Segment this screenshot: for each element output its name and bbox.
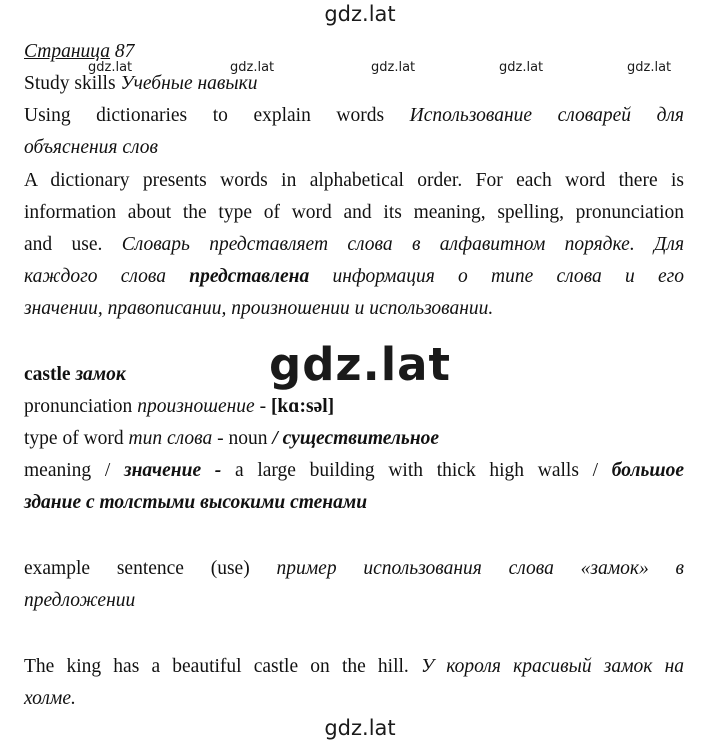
watermark-top: gdz.lat [324,2,396,26]
example-label: example sentence (use) [24,558,250,579]
meaning-value: a large building with thick high walls / [235,460,599,481]
pron-label: pronunciation [24,396,133,417]
watermark-small: gdz.lat [230,60,275,75]
example-sentence-ru-cont: холме. [24,688,76,709]
pron-value: [kɑ:səl] [270,396,335,417]
section-title-ru: Учебные навыки [120,73,258,94]
example-label-line-2 [24,589,135,613]
type-value: - noun [212,428,273,449]
intro-line: A dictionary presents words in alphabetical order. For each word there is [24,170,684,191]
intro-line [24,297,493,321]
section-title [24,72,257,96]
watermark-small: gdz.lat [88,60,133,75]
watermark-small: gdz.lat [371,60,416,75]
subtitle-ru: Использование словарей для [409,105,685,126]
example-label-ru-cont: предложении [24,590,136,611]
section-title-en: Study skills [24,73,116,94]
type-value-ru: / существительное [272,428,440,449]
example-sentence-line [24,655,684,679]
entry-type [24,427,439,451]
meaning-label: meaning / [24,460,111,481]
meaning-value-ru: большое [611,460,685,481]
page-header [24,40,134,64]
intro-ru: Словарь представляет слова в алфавитном порядке. Для [121,234,685,255]
intro-line: information about the type of word and its meaning, spelling, pronunciation [24,202,684,223]
page-label: Страница [24,41,111,62]
watermark-small: gdz.lat [499,60,544,75]
entry-meaning-cont [24,491,367,515]
intro-line [24,265,684,289]
subtitle-en: Using dictionaries to explain words [24,105,385,126]
intro-ru: каждого слова [24,266,166,287]
example-sentence-line-2 [24,687,76,711]
intro-ru: информация о типе слова и его [332,266,685,287]
intro-en-end: and use. [24,234,103,255]
intro-line [24,233,684,257]
subtitle-ru-cont: объяснения слов [24,137,158,158]
meaning-value-ru-cont: здание с толстыми высокими стенами [24,492,368,513]
example-sentence-ru: У короля красивый замок на [420,656,685,677]
intro-ru-bold: представлена [189,266,310,287]
entry-word-ru: замок [75,364,126,385]
example-label-ru: пример использования слова «замок» в [276,558,684,579]
entry-word [24,363,126,387]
watermark-bottom: gdz.lat [324,716,396,740]
subtitle-line-2 [24,136,158,160]
type-label: type of word [24,428,124,449]
entry-word-en: castle [24,364,71,385]
watermark-big: gdz.lat [268,338,451,391]
entry-pronunciation [24,395,334,419]
type-label-ru: тип слова [128,428,213,449]
page-number: 87 [114,41,135,62]
example-label-line [24,557,684,581]
entry-meaning [24,459,684,483]
watermark-small: gdz.lat [627,60,672,75]
pron-sep: - [254,396,271,417]
meaning-label-ru: значение - [123,460,222,481]
subtitle-line-1 [24,104,684,128]
pron-label-ru: произношение [137,396,255,417]
intro-ru: значении, правописании, произношении и использовании. [24,298,494,319]
example-sentence: The king has a beautiful castle on the hill. [24,656,409,677]
